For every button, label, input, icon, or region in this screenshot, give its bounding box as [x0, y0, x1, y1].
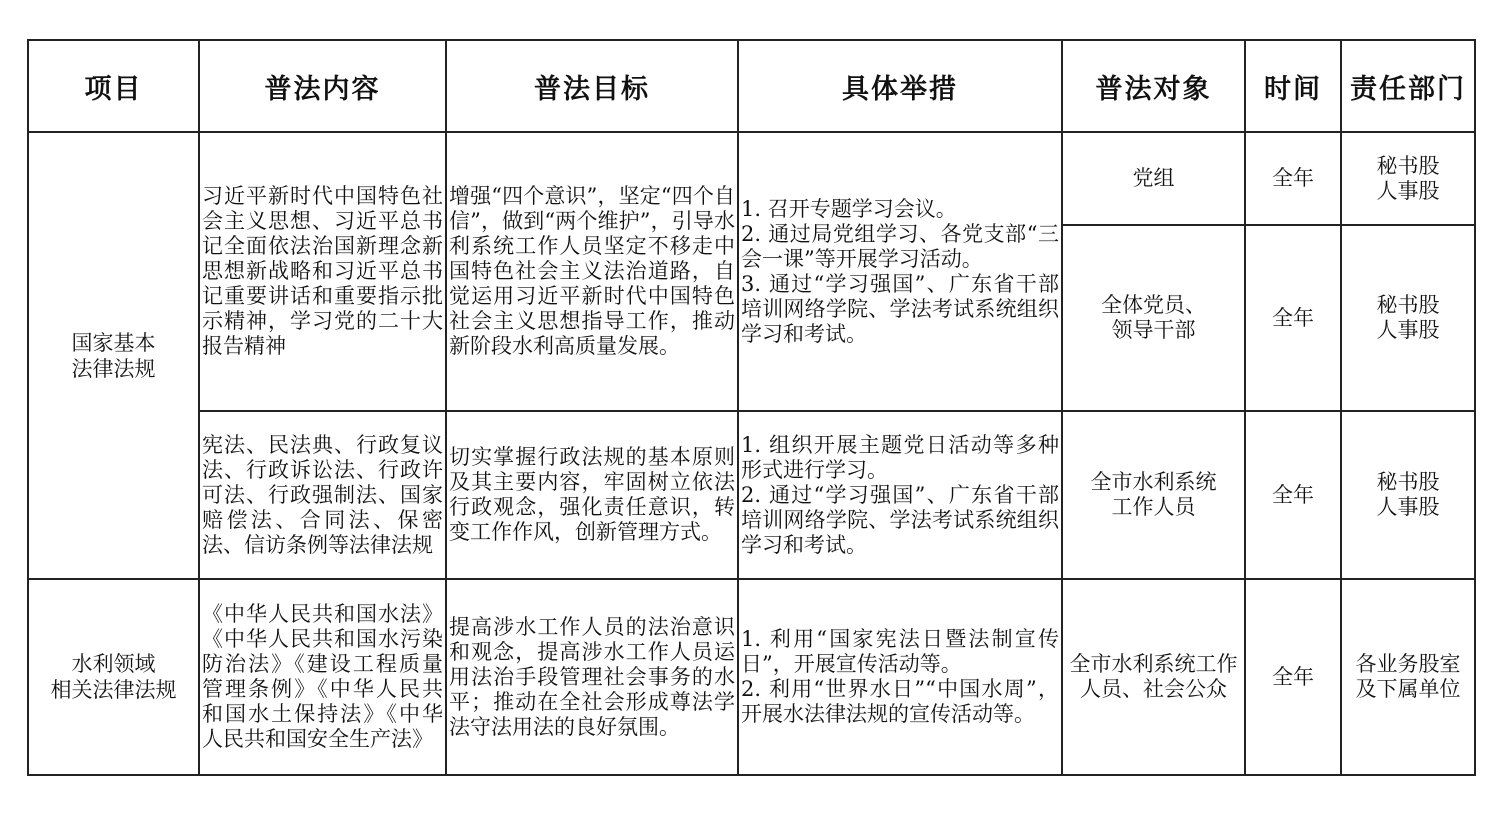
audience-cell: 党组 — [1062, 132, 1245, 225]
project-cell: 国家基本 法律法规 — [28, 132, 199, 579]
measures-cell: 1. 利用“国家宪法日暨法制宣传日”，开展宣传活动等。 2. 利用“世界水日”“中国水周”，开展水法律法规的宣传活动等。 — [738, 579, 1062, 775]
department-cell: 秘书股 人事股 — [1341, 411, 1475, 579]
audience-cell: 全体党员、 领导干部 — [1062, 225, 1245, 411]
audience-cell: 全市水利系统 工作人员 — [1062, 411, 1245, 579]
time-cell: 全年 — [1245, 411, 1341, 579]
measures-cell: 1. 召开专题学习会议。 2. 通过局党组学习、各党支部“三会一课”等开展学习活动。 3. 通过“学习强国”、广东省干部培训网络学院、学法考试系统组织学习和考试。 — [738, 132, 1062, 411]
table-row — [28, 579, 1475, 775]
department-cell: 秘书股 人事股 — [1341, 225, 1475, 411]
goal-cell: 切实掌握行政法规的基本原则及其主要内容，牢固树立依法行政观念，强化责任意识，转变工作作风，创新管理方式。 — [446, 411, 738, 579]
content-cell: 宪法、民法典、行政复议法、行政诉讼法、行政许可法、行政强制法、国家赔偿法、合同法、保密法、信访条例等法律法规 — [199, 411, 446, 579]
header-time: 时间 — [1245, 40, 1341, 132]
goal-cell: 增强“四个意识”，坚定“四个自信”，做到“两个维护”，引导水利系统工作人员坚定不移走中国特色社会主义法治道路，自觉运用习近平新时代中国特色社会主义思想指导工作，推动新阶段水利高质量发展。 — [446, 132, 738, 411]
header-department: 责任部门 — [1341, 40, 1475, 132]
law-education-plan-table — [27, 39, 1476, 776]
measures-cell: 1. 组织开展主题党日活动等多种形式进行学习。 2. 通过“学习强国”、广东省干部培训网络学院、学法考试系统组织学习和考试。 — [738, 411, 1062, 579]
table-row — [28, 132, 1475, 225]
department-cell: 各业务股室 及下属单位 — [1341, 579, 1475, 775]
time-cell: 全年 — [1245, 579, 1341, 775]
header-measures: 具体举措 — [738, 40, 1062, 132]
content-cell: 习近平新时代中国特色社会主义思想、习近平总书记全面依法治国新理念新思想新战略和习近平总书记重要讲话和重要指示批示精神，学习党的二十大报告精神 — [199, 132, 446, 411]
header-goal: 普法目标 — [446, 40, 738, 132]
goal-cell: 提高涉水工作人员的法治意识和观念，提高涉水工作人员运用法治手段管理社会事务的水平；推动在全社会形成尊法学法守法用法的良好氛围。 — [446, 579, 738, 775]
project-cell: 水利领域 相关法律法规 — [28, 579, 199, 775]
header-project: 项目 — [28, 40, 199, 132]
content-cell: 《中华人民共和国水法》《中华人民共和国水污染防治法》《建设工程质量管理条例》《中华人民共和国水土保持法》《中华人民共和国安全生产法》 — [199, 579, 446, 775]
audience-cell: 全市水利系统工作人员、社会公众 — [1062, 579, 1245, 775]
department-cell: 秘书股 人事股 — [1341, 132, 1475, 225]
header-row — [28, 40, 1475, 132]
header-audience: 普法对象 — [1062, 40, 1245, 132]
time-cell: 全年 — [1245, 132, 1341, 225]
header-content: 普法内容 — [199, 40, 446, 132]
time-cell: 全年 — [1245, 225, 1341, 411]
table-row — [28, 411, 1475, 579]
